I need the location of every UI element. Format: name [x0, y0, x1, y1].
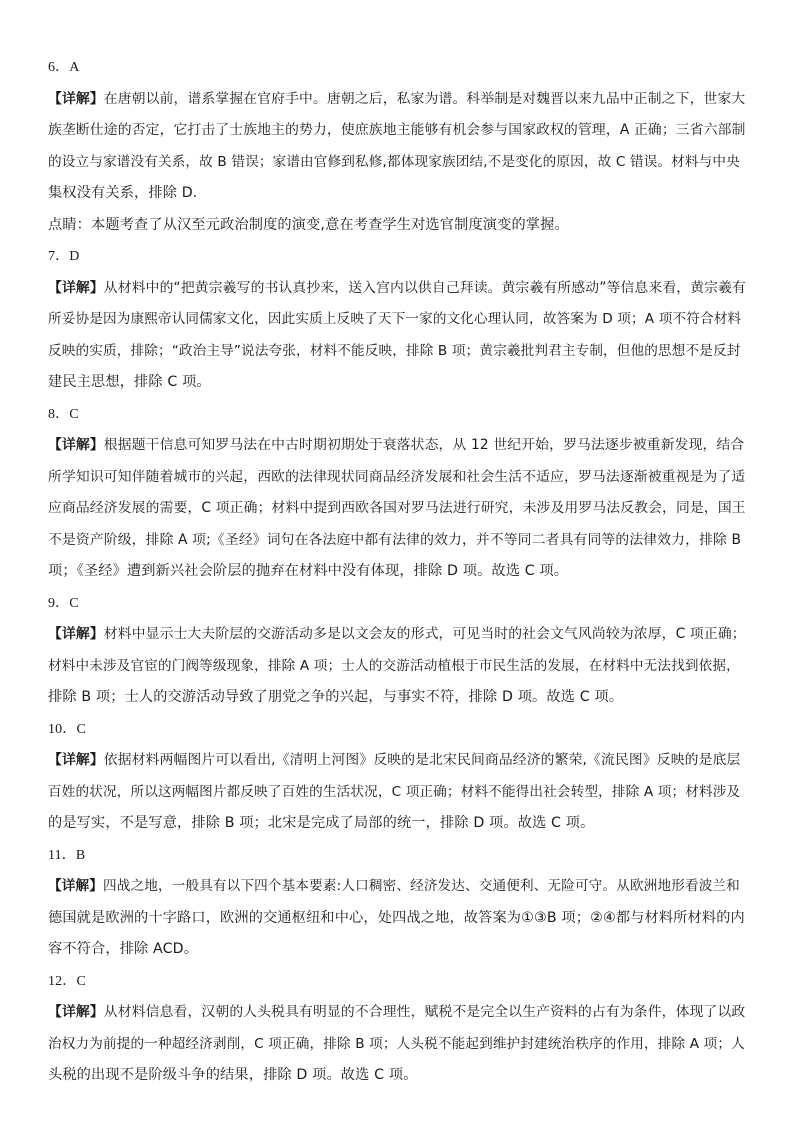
explanation-line: 【详解】在唐朝以前，谱系掌握在官府手中。唐朝之后，私家为谱。科举制是对魏晋以来九品中正制之下，世家大: [48, 90, 746, 107]
explanation-line: 反映的实质，排除；“政治主导”说法夸张，材料不能反映，排除 B 项；黄宗羲批判君主专制，但他的思想不是反封: [48, 342, 741, 359]
explanation-line: 所学知识可知伴随着城市的兴起，西欧的法律现状同商品经济发展和社会生活不适应，罗马法逐渐被重视是为了适: [48, 468, 746, 485]
note-line: 点睛：本题考查了从汉至元政治制度的演变,意在考查学生对选官制度演变的掌握。: [48, 216, 569, 233]
explanation-line: 应商品经济发展的需要，C 项正确；材料中提到西欧各国对罗马法进行研究，未涉及用罗马法反教会，同是，国王: [48, 500, 746, 516]
question-number: 11．B: [48, 847, 86, 863]
question-number: 8．C: [48, 406, 79, 422]
explanation-line: 【详解】四战之地，一般具有以下四个基本要素:人口稠密、经济发达、交通便利、无险可守。从欧洲地形看波兰和: [48, 878, 740, 894]
explanation-line: 【详解】依据材料两幅图片可以看出,《清明上河图》反映的是北宋民间商品经济的繁荣,《流民图》反映的是底层: [48, 752, 741, 768]
explanation-line: 不是资产阶级，排除 A 项;《圣经》词句在各法庭中都有法律的效力，并不等同二者具有同等的法律效力，排除 B: [48, 531, 742, 548]
explanation-line: 【详解】材料中显示士大夫阶层的交游活动多是以文会友的形式，可见当时的社会文气风尚较为浓厚，C 项正确；: [48, 626, 746, 642]
answer-document: [48, 52, 748, 1092]
question-number: 6．A: [48, 60, 80, 75]
explanation-line: 【详解】根据题干信息可知罗马法在中古时期初期处于衰落状态，从 12 世纪开始，罗马法逐步被重新发现，结合: [48, 437, 745, 453]
explanation-line: 族垄断仕途的否定，它打击了士族地主的势力，使庶族地主能够有机会参与国家政权的管理，A 正确；三省六部制: [48, 122, 746, 138]
explanation-line: 项；《圣经》遭到新兴社会阶层的抛弃在材料中没有体现，排除 D 项。故选 C 项。: [48, 563, 569, 579]
explanation-line: 【详解】从材料信息看，汉朝的人头税具有明显的不合理性，赋税不是完全以生产资料的占有为条件，体现了以政: [48, 1004, 746, 1020]
explanation-line: 【详解】从材料中的“把黄宗羲写的书认真抄来，送入宫内以供自己拜读。黄宗羲有所感动”等信息来看，黄宗羲有: [48, 279, 746, 296]
explanation-line: 的设立与家谱没有关系，故 B 错误；家谱由官修到私修,都体现家族团结,不是变化的原因，故 C 错误。材料与中央: [48, 153, 740, 170]
explanation-tag: 【详解】: [48, 279, 104, 296]
question-number: 12．C: [48, 973, 86, 989]
explanation-line: 容不符合，排除 ACD。: [48, 941, 199, 957]
explanation-line: 头税的出现不是阶级斗争的结果，排除 D 项。故选 C 项。: [48, 1067, 418, 1083]
explanation-line: 德国就是欧洲的十字路口，欧洲的交通枢纽和中心，处四战之地，故答案为①③B 项；②④都与材料所材料的内: [48, 909, 745, 926]
explanation-line: 排除 B 项；士人的交游活动导致了朋党之争的兴起，与事实不符，排除 D 项。故选 C 项。: [48, 689, 624, 705]
explanation-line: 材料中未涉及官宦的门阀等级现象，排除 A 项；士人的交游活动植根于市民生活的发展，在材料中无法找到依据，: [48, 657, 740, 674]
question-number: 10．C: [48, 721, 86, 737]
explanation-line: 的是写实，不是写意，排除 B 项；北宋是完成了局部的统一，排除 D 项。故选 C 项。: [48, 815, 595, 831]
explanation-line: 建民主思想，排除 C 项。: [48, 374, 211, 390]
explanation-tag: 【详解】: [48, 752, 104, 768]
explanation-tag: 【详解】: [48, 437, 104, 453]
explanation-line: 治权力为前提的一种超经济剥削，C 项正确，排除 B 项；人头税不能起到维护封建统治秩序的作用，排除 A 项；人: [48, 1035, 745, 1052]
explanation-line: 所妥协是因为康熙帝认同儒家文化，因此实质上反映了天下一家的文化心理认同，故答案为 D 项；A 项不符合材料: [48, 311, 742, 327]
question-number: 9．C: [48, 595, 79, 611]
question-number: 7．D: [48, 249, 80, 264]
explanation-tag: 【详解】: [48, 878, 103, 894]
explanation-line: 集权没有关系，排除 D.: [48, 185, 198, 201]
explanation-tag: 【详解】: [48, 1004, 104, 1020]
explanation-tag: 【详解】: [48, 626, 104, 642]
explanation-line: 百姓的状况，所以这两幅图片都反映了百姓的生活状况，C 项正确；材料不能得出社会转型，排除 A 项；材料涉及: [48, 783, 741, 800]
explanation-tag: 【详解】: [48, 90, 104, 107]
